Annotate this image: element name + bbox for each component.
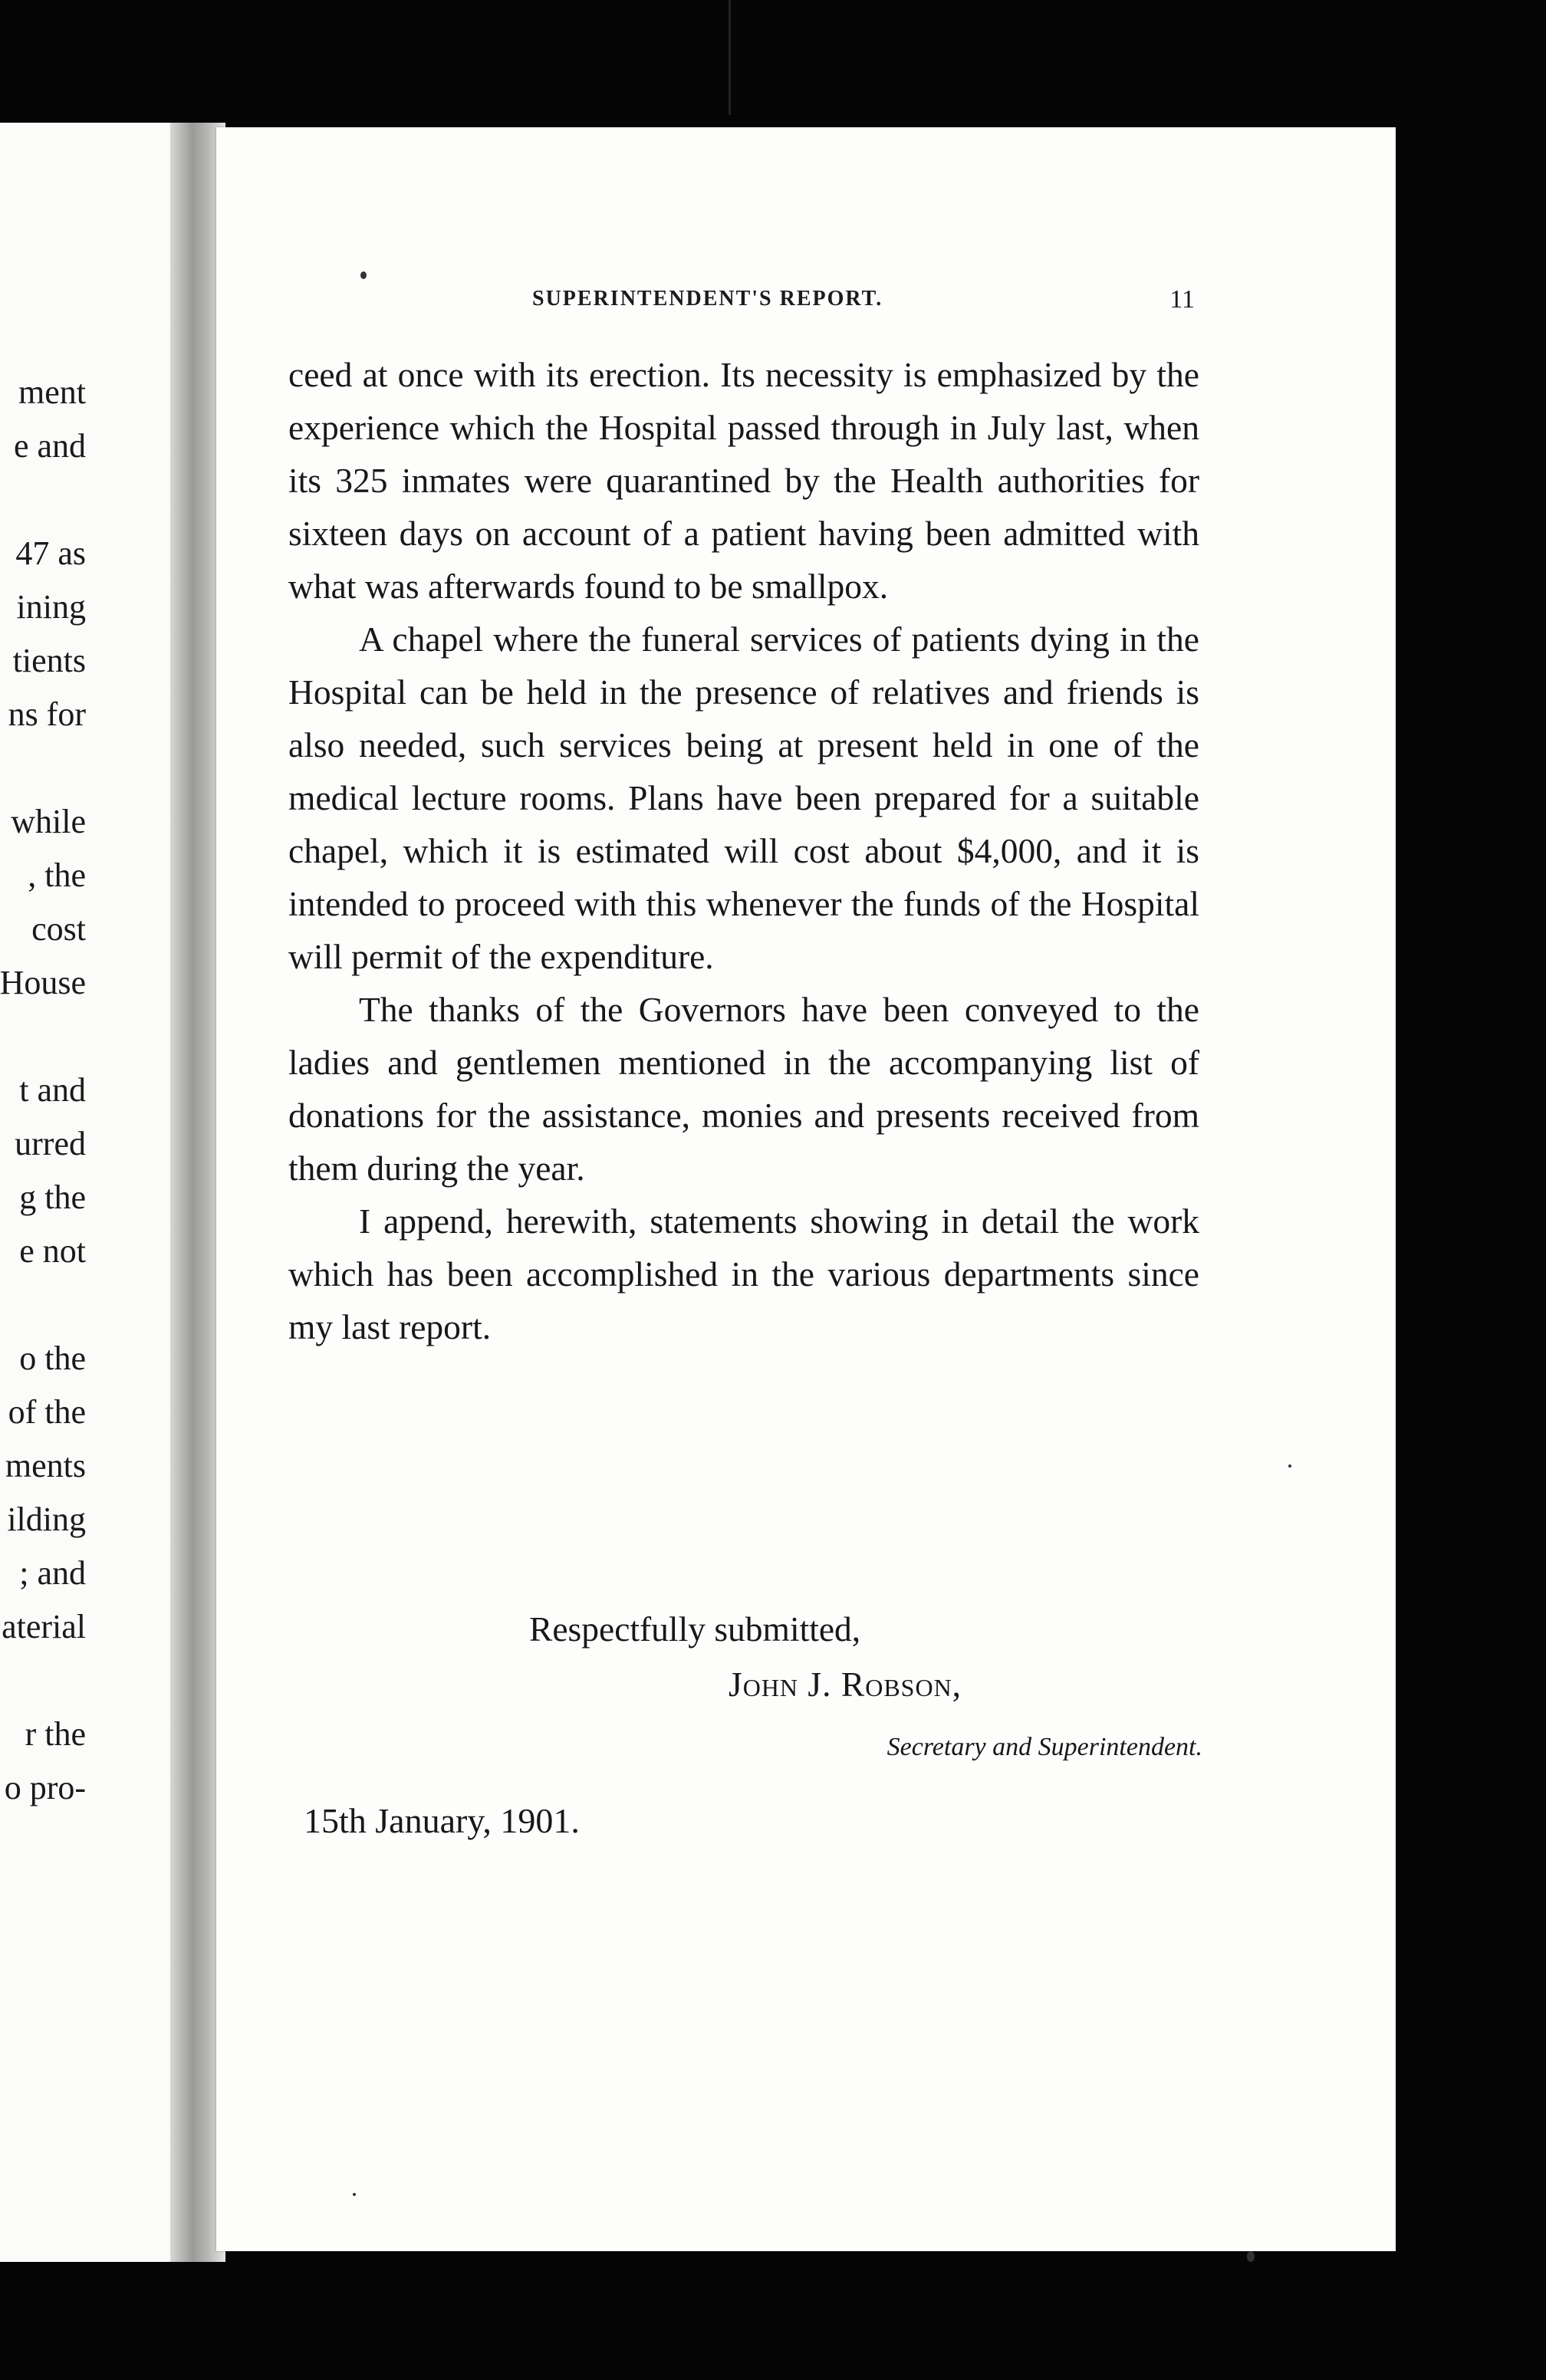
previous-page-line-fragment: o pro- — [4, 1769, 86, 1806]
signatory-title: Secretary and Superintendent. — [886, 1733, 1202, 1761]
previous-page-line-fragment: r the — [25, 1715, 86, 1753]
ink-speck — [353, 2193, 356, 2196]
body-text — [288, 348, 1199, 1353]
previous-page-line-fragment: ns for — [8, 695, 86, 733]
previous-page-line-fragment: e and — [13, 427, 86, 465]
page-header — [302, 287, 1195, 333]
signatory-name: John J. Robson, — [729, 1665, 962, 1704]
previous-page-line-fragment: cost — [31, 910, 86, 948]
previous-page-line-fragment: ; and — [19, 1554, 86, 1592]
paragraph-1: ceed at once with its erection. Its necessity is emphasized by the experience which the Hospital passed through in July last, when its 325 inmates were quarantined by the Health authorities for sixteen days on account of a patient having been admitted with what was afterwards found to be smallpox. — [288, 355, 1199, 606]
previous-page-line-fragment: ilding — [7, 1501, 86, 1538]
previous-page-line-fragment: tients — [12, 642, 86, 679]
scan-artifact-line — [729, 0, 731, 115]
previous-page-line-fragment: ining — [16, 588, 86, 626]
previous-page-line-fragment: , the — [28, 856, 86, 894]
paragraph-2: A chapel where the funeral services of patients dying in the Hospital can be held in the presence of relatives and friends is also needed, such services being at present held in one of the medical lecture rooms. Plans have been prepared for a suitable chapel, which it is estimated will cost about $4,000, and it is intended to proceed with this whenever the funds of the Hospital will permit of the expenditure. — [288, 620, 1199, 976]
page-number: 11 — [1169, 285, 1195, 314]
previous-page-line-fragment: ments — [5, 1447, 86, 1484]
ink-speck — [360, 271, 367, 279]
previous-page-line-fragment: aterial — [2, 1608, 86, 1645]
previous-page-line-fragment: while — [11, 803, 86, 840]
previous-page-line-fragment: of the — [8, 1393, 86, 1431]
previous-page-line-fragment: ment — [18, 373, 86, 411]
previous-page-line-fragment: urred — [15, 1125, 86, 1162]
previous-page-line-fragment: 47 as — [15, 534, 86, 572]
previous-page-line-fragment: e not — [19, 1232, 86, 1270]
previous-page-line-fragment: g the — [19, 1178, 86, 1216]
previous-page-line-fragment: House — [0, 964, 86, 1001]
ink-speck — [1247, 2251, 1255, 2262]
previous-page-line-fragment: o the — [19, 1340, 86, 1377]
paragraph-3: The thanks of the Governors have been conveyed to the ladies and gentlemen mentioned in the accompanying list of donations for the assistance, monies and presents received from them during the year. — [288, 990, 1199, 1188]
running-head: SUPERINTENDENT'S REPORT. — [532, 287, 883, 311]
ink-speck — [1288, 1464, 1291, 1468]
paragraph-4: I append, herewith, statements showing in detail the work which has been accomplished in the various departments since my last report. — [288, 1202, 1199, 1346]
report-date: 15th January, 1901. — [304, 1801, 580, 1840]
valediction: Respectfully submitted, — [529, 1609, 861, 1649]
previous-page-line-fragment: t and — [19, 1071, 86, 1109]
